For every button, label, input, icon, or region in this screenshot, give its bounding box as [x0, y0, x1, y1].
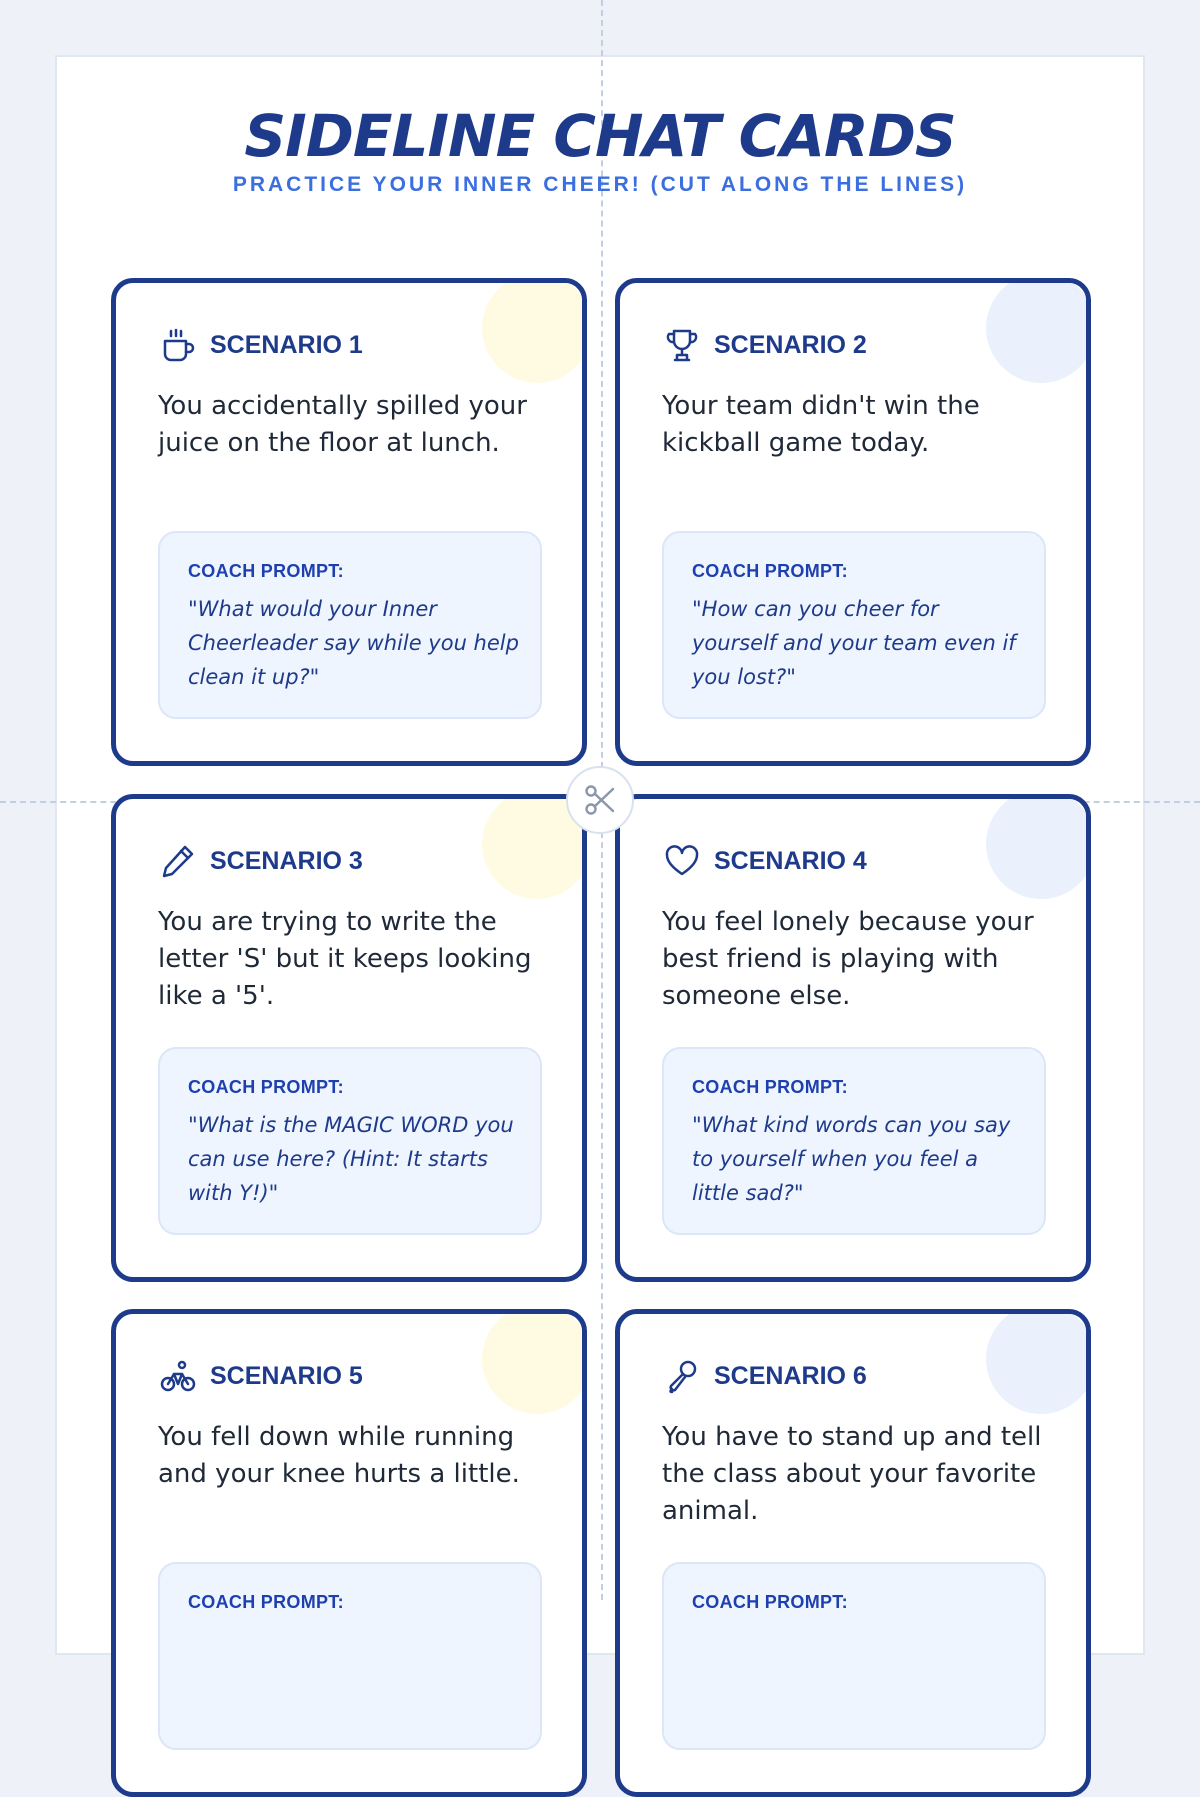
scissors-icon	[566, 766, 634, 834]
scenario-label: SCENARIO 1	[210, 330, 363, 359]
coach-prompt-label: COACH PROMPT:	[188, 1077, 344, 1097]
card-header	[662, 325, 867, 365]
page-header	[0, 102, 1200, 197]
coach-prompt-text: "How can you cheer for yourself and your team even if you lost?"	[692, 597, 1016, 689]
scenario-card-5	[111, 1309, 587, 1797]
scenario-text: You are trying to write the letter 'S' but it keeps looking like a '5'.	[158, 907, 532, 1011]
coach-prompt-label: COACH PROMPT:	[692, 1077, 848, 1097]
card-header	[158, 325, 363, 365]
scenario-card-2	[615, 278, 1091, 766]
coach-prompt-text: "What would your Inner Cheerleader say while you help clean it up?"	[188, 597, 519, 689]
scenario-text: You have to stand up and tell the class about your favorite animal.	[662, 1422, 1042, 1526]
card-header	[662, 1356, 867, 1396]
decorative-circle	[986, 278, 1091, 383]
card-header	[158, 1356, 363, 1396]
decorative-circle	[482, 1309, 587, 1414]
coffee-cup-icon	[158, 325, 198, 365]
scenario-label: SCENARIO 2	[714, 330, 867, 359]
coach-prompt-box	[158, 531, 542, 719]
page-title: SIDELINE CHAT CARDS	[244, 102, 956, 170]
scenario-text: You feel lonely because your best friend is playing with someone else.	[662, 907, 1034, 1011]
coach-prompt-box	[662, 1562, 1046, 1750]
coach-prompt-label: COACH PROMPT:	[692, 1592, 848, 1612]
card-header	[158, 841, 363, 881]
scenario-text: Your team didn't win the kickball game today.	[662, 391, 980, 458]
page-subtitle: PRACTICE YOUR INNER CHEER! (CUT ALONG THE LINES)	[232, 172, 968, 196]
card-header	[662, 841, 867, 881]
scenario-label: SCENARIO 6	[714, 1361, 867, 1390]
pencil-icon	[158, 841, 198, 881]
scenario-text: You accidentally spilled your juice on the floor at lunch.	[158, 391, 527, 458]
coach-prompt-label: COACH PROMPT:	[188, 1592, 344, 1612]
coach-prompt-text: "What kind words can you say to yourself when you feel a little sad?"	[692, 1113, 1011, 1205]
decorative-circle	[482, 278, 587, 383]
scenario-card-6	[615, 1309, 1091, 1797]
coach-prompt-label: COACH PROMPT:	[692, 561, 848, 581]
scenario-card-4	[615, 794, 1091, 1282]
decorative-circle	[986, 1309, 1091, 1414]
bicycle-icon	[158, 1356, 198, 1396]
coach-prompt-box	[662, 531, 1046, 719]
scenario-label: SCENARIO 5	[210, 1361, 363, 1390]
coach-prompt-label: COACH PROMPT:	[188, 561, 344, 581]
scenario-card-1	[111, 278, 587, 766]
coach-prompt-text: "What is the MAGIC WORD you can use here? (Hint: It starts with Y!)"	[188, 1113, 514, 1205]
coach-prompt-box	[158, 1562, 542, 1750]
scenario-card-3	[111, 794, 587, 1282]
trophy-icon	[662, 325, 702, 365]
coach-prompt-box	[662, 1047, 1046, 1235]
scenario-label: SCENARIO 4	[714, 846, 867, 875]
scenario-text: You fell down while running and your knee hurts a little.	[158, 1422, 520, 1489]
scenario-label: SCENARIO 3	[210, 846, 363, 875]
coach-prompt-box	[158, 1047, 542, 1235]
microphone-icon	[662, 1356, 702, 1396]
decorative-circle	[986, 794, 1091, 899]
heart-icon	[662, 841, 702, 881]
